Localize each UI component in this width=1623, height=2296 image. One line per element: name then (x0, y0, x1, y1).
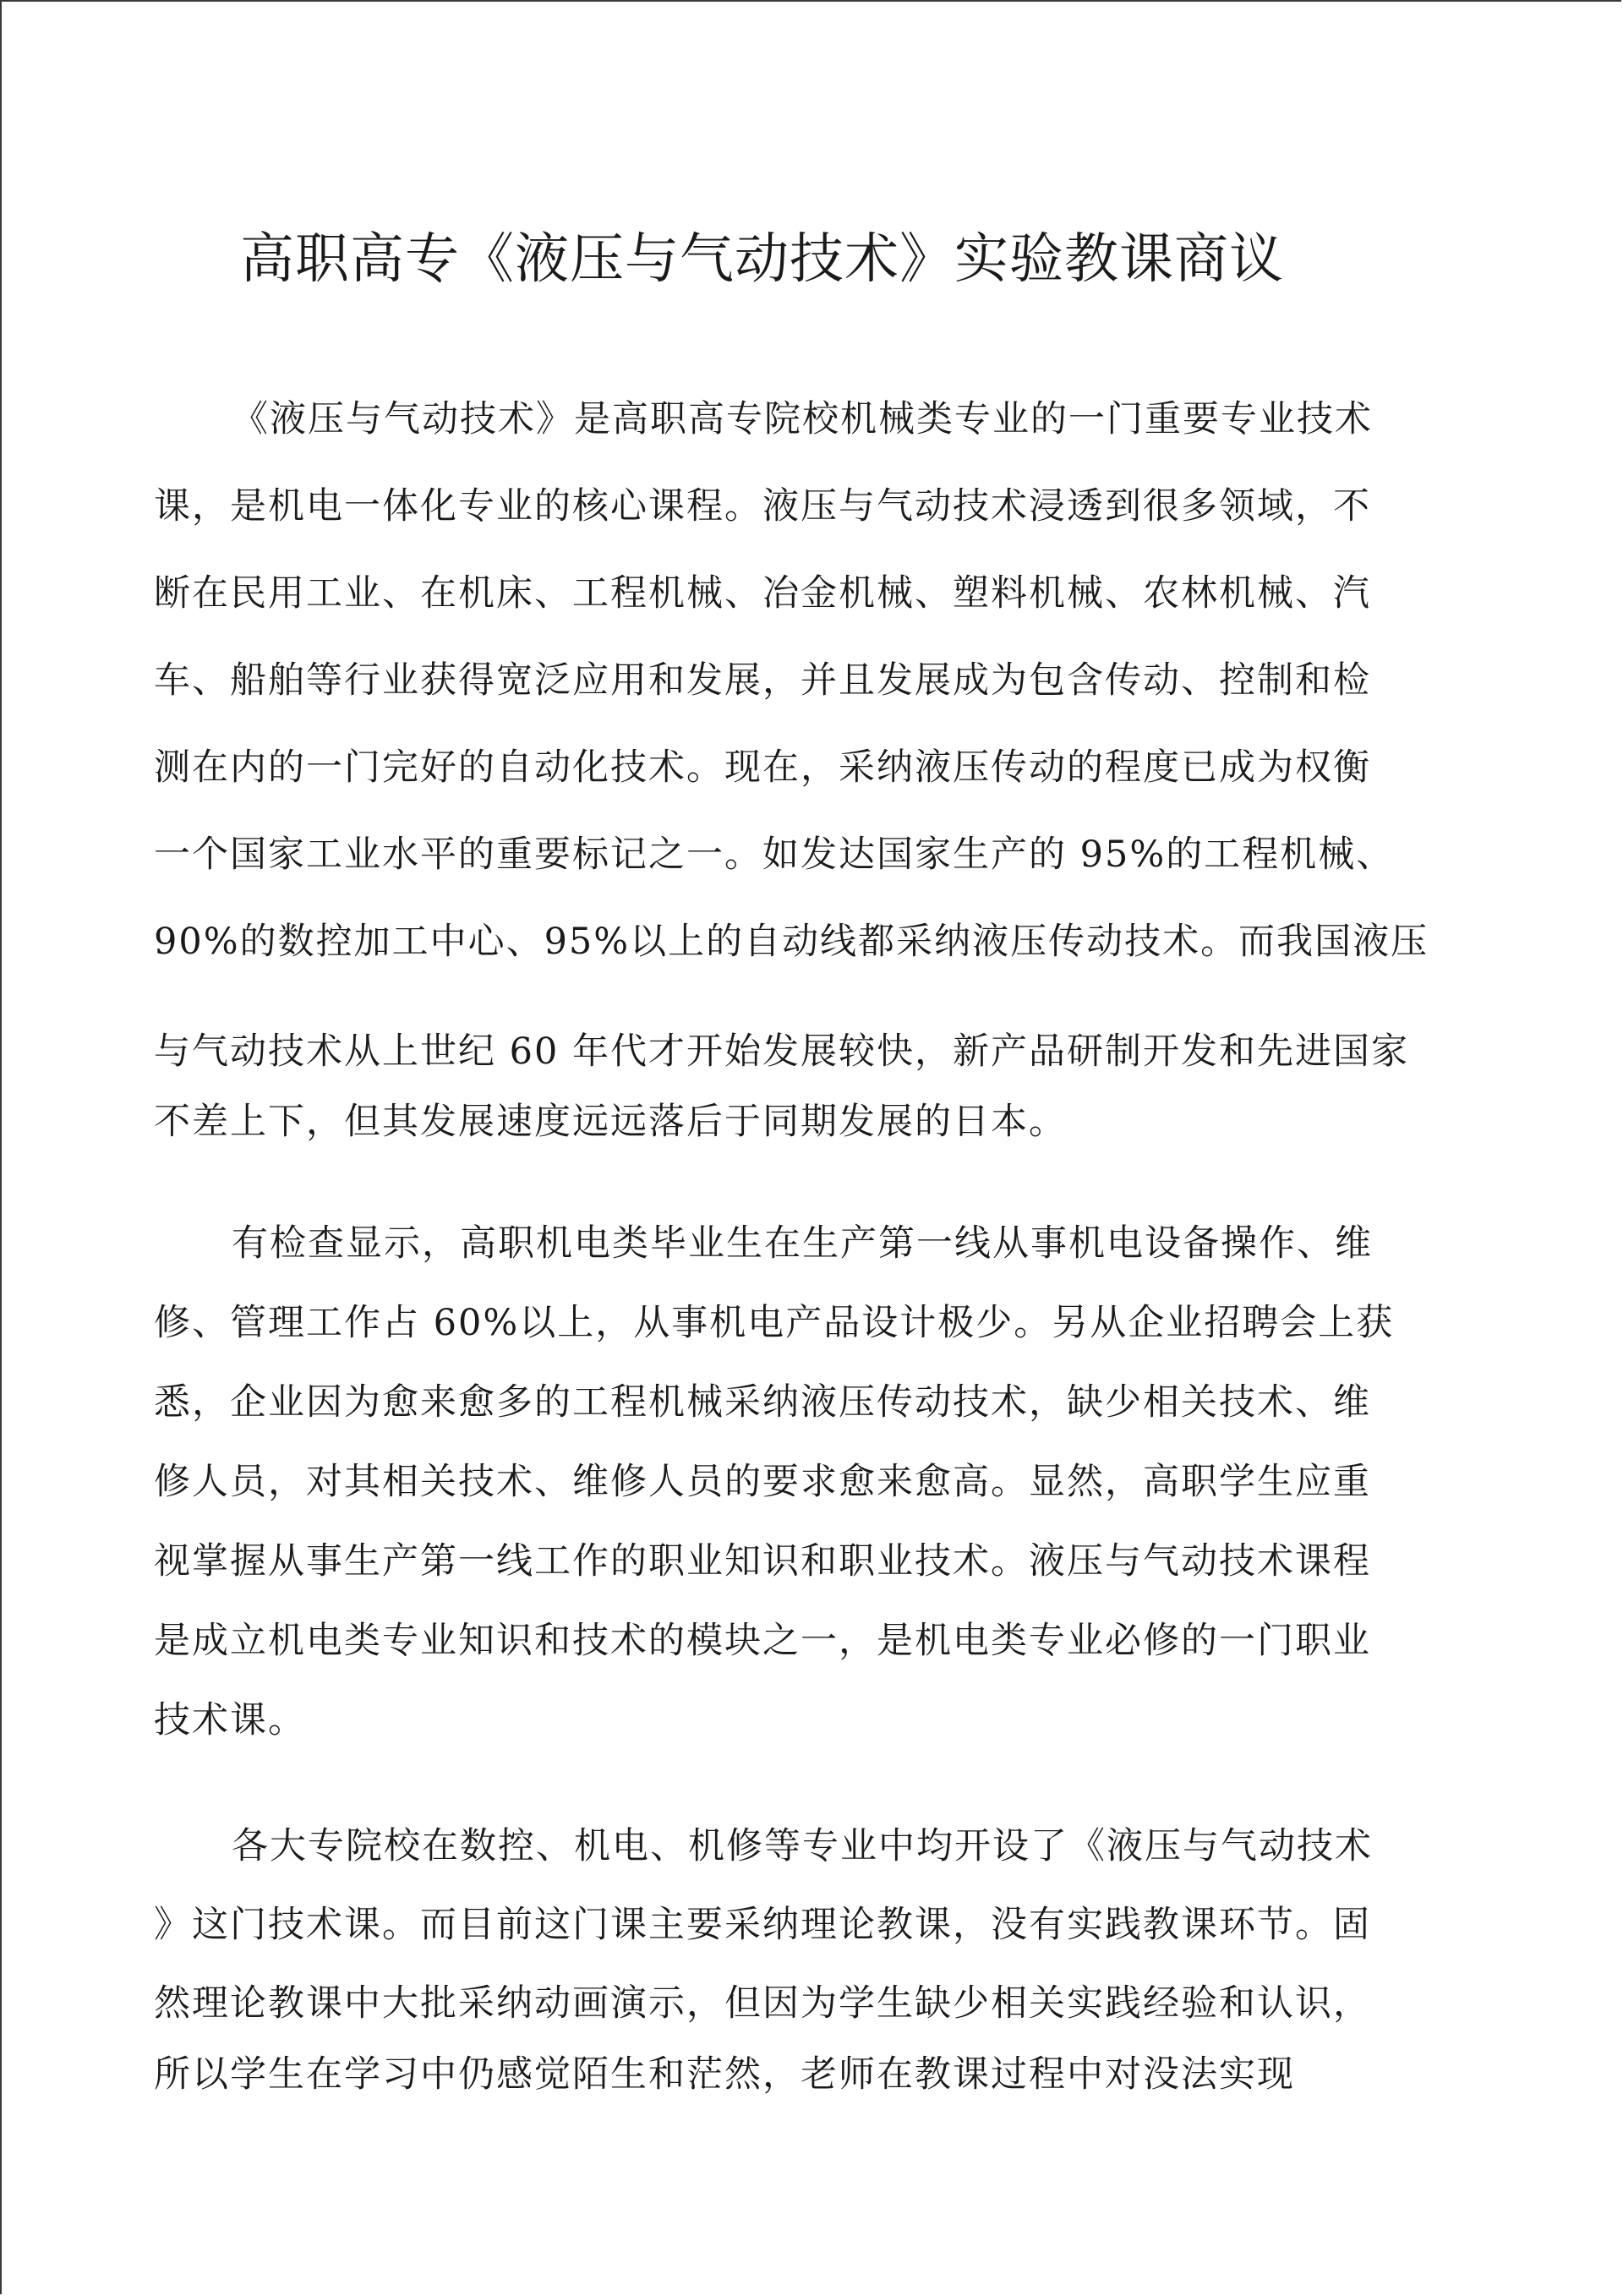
paragraph-1-line-2: 课，是机电一体化专业的核心课程。液压与气动技术浸透到很多领域，不 (154, 485, 1371, 528)
paragraph-2-line-5: 视掌握从事生产第一线工作的职业知识和职业技术。液压与气动技术课程 (154, 1540, 1371, 1583)
paragraph-1-line-7: 90%的数控加工中心、95%以上的自动线都采纳液压传动技术。而我国液压 (154, 921, 1429, 963)
paragraph-1-line-1: 《液压与气动技术》是高职高专院校机械类专业的一门重要专业技术 (232, 398, 1373, 440)
paragraph-1-line-6: 一个国家工业水平的重要标记之一。如发达国家生产的 95%的工程机械、 (154, 834, 1395, 876)
paragraph-2-line-1: 有检查显示，高职机电类毕业生在生产第一线从事机电设备操作、维 (232, 1222, 1373, 1265)
paragraph-2-line-3: 悉，企业因为愈来愈多的工程机械采纳液压传动技术，缺少相关技术、维 (154, 1381, 1371, 1424)
paragraph-1-line-3: 断在民用工业、在机床、工程机械、冶金机械、塑料机械、农林机械、汽 (154, 572, 1371, 615)
paragraph-3-line-2: 》这门技术课。而目前这门课主要采纳理论教课，没有实践教课环节。固 (154, 1904, 1371, 1946)
paragraph-3-line-1: 各大专院校在数控、机电、机修等专业中均开设了《液压与气动技术 (232, 1825, 1373, 1867)
paragraph-2-line-6: 是成立机电类专业知识和技术的模块之一，是机电类专业必修的一门职业 (154, 1620, 1371, 1662)
paragraph-1-line-4: 车、船舶等行业获得宽泛应用和发展，并且发展成为包含传动、控制和检 (154, 659, 1371, 702)
paragraph-1-line-5: 测在内的一门完好的自动化技术。现在，采纳液压传动的程度已成为权衡 (154, 746, 1371, 789)
paragraph-2-line-2: 修、管理工作占 60%以上，从事机电产品设计极少。另从企业招聘会上获 (154, 1302, 1395, 1344)
paragraph-1-line-8: 与气动技术从上世纪 60 年代才开始发展较快，新产品研制开发和先进国家 (154, 1030, 1410, 1073)
paragraph-1-line-9: 不差上下，但其发展速度远远落后于同期发展的日本。 (154, 1101, 1067, 1143)
document-title: 高职高专《液压与气动技术》实验教课商议 (240, 228, 1284, 291)
paragraph-2-line-7: 技术课。 (154, 1699, 306, 1741)
paragraph-3-line-3: 然理论教课中大批采纳动画演示，但因为学生缺少相关实践经验和认识， (154, 1982, 1371, 2025)
paragraph-3-line-4: 所以学生在学习中仍感觉陌生和茫然，老师在教课过程中对没法实现 (154, 2053, 1295, 2096)
paragraph-2-line-4: 修人员，对其相关技术、维修人员的要求愈来愈高。显然，高职学生应重 (154, 1461, 1371, 1503)
